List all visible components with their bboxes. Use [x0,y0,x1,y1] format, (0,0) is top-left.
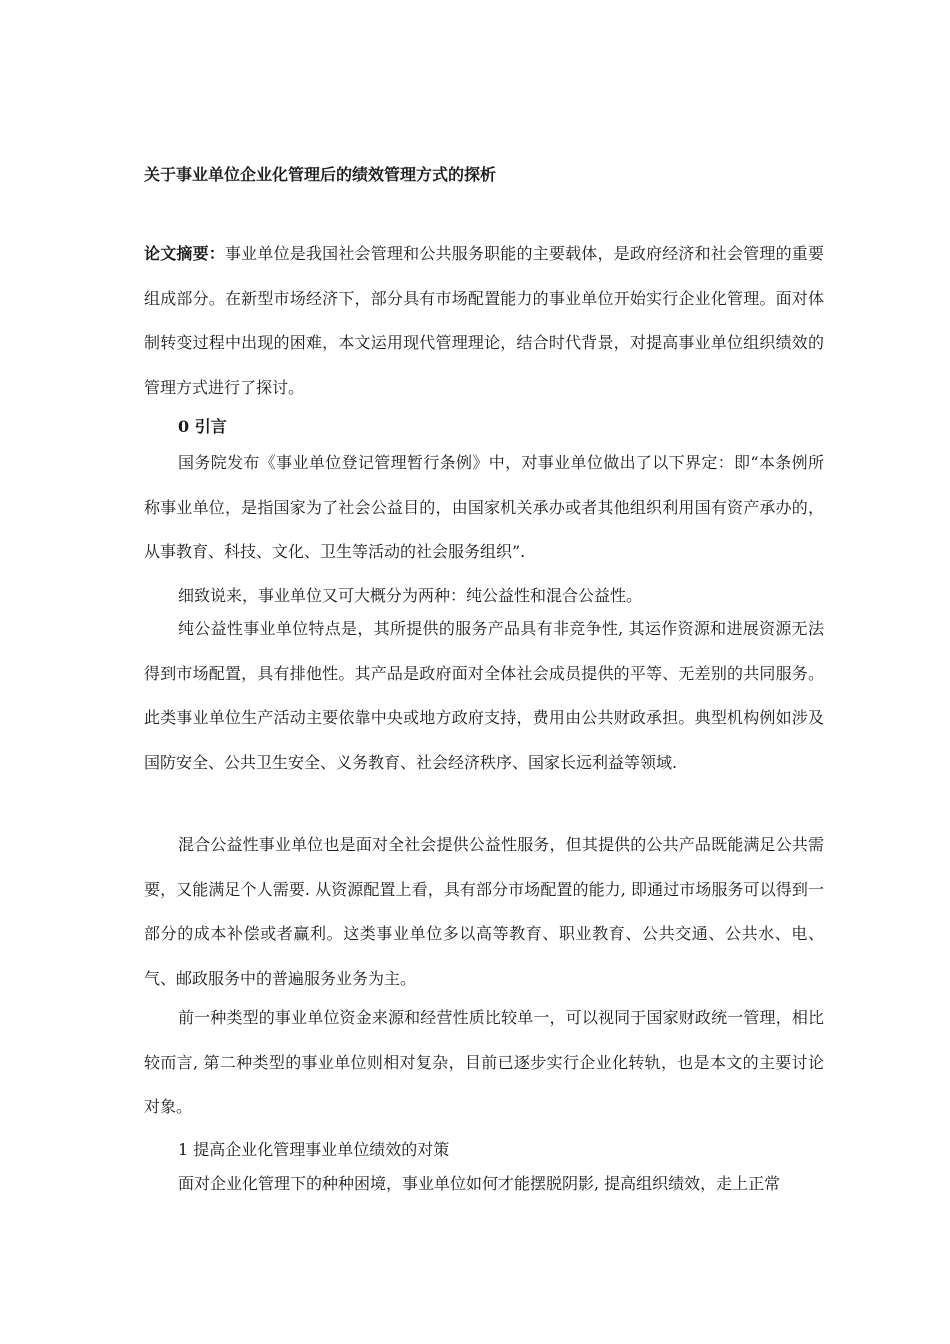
paragraph: 前一种类型的事业单位资金来源和经营性质比较单一，可以视同于国家财政统一管理，相比较而言, 第二种类型的事业单位则相对复杂，目前已逐步实行企业化转轨，也是本文的主要讨论对象。 [144,1008,824,1116]
section-heading-countermeasures: 1 提高企业化管理事业单位绩效的对策 [178,1140,450,1159]
paragraph: 国务院发布《事业单位登记管理暂行条例》中，对事业单位做出了以下界定：即“本条例所称事业单位，是指国家为了社会公益目的，由国家机关承办或者其他组织利用国有资产承办的，从事教育、科技、文化、卫生等活动的社会服务组织”. [144,453,824,561]
paragraph: 纯公益性事业单位特点是，其所提供的服务产品具有非竞争性, 其运作资源和进展资源无法得到市场配置，具有排他性。其产品是政府面对全体社会成员提供的平等、无差别的共同服务。此类事业单位生产活动主要依靠中央或地方政府支持，费用由公共财政承担。典型机构例如涉及国防安全、公共卫生安全、义务教育、社会经济秩序、国家长远利益等领域. [144,619,824,772]
section-heading-introduction: 0 引言 [178,417,227,436]
document-title: 关于事业单位企业化管理后的绩效管理方式的探析 [144,165,497,184]
paragraph: 细致说来，事业单位又可大概分为两种：纯公益性和混合公益性。 [178,586,643,605]
abstract-paragraph [144,232,824,410]
abstract-text: 事业单位是我国社会管理和公共服务职能的主要载体，是政府经济和社会管理的重要组成部分。在新型市场经济下，部分具有市场配置能力的事业单位开始实行企业化管理。面对体制转变过程中出现的困难，本文运用现代管理理论，结合时代背景，对提高事业单位组织绩效的管理方式进行了探讨。 [144,244,824,397]
paragraph: 面对企业化管理下的种种困境，事业单位如何才能摆脱阴影, 提高组织绩效，走上正常 [178,1174,781,1193]
abstract-label: 论文摘要： [144,244,225,263]
paragraph: 混合公益性事业单位也是面对全社会提供公益性服务，但其提供的公共产品既能满足公共需要，又能满足个人需要. 从资源配置上看，具有部分市场配置的能力, 即通过市场服务可以得到一部分的成本补偿或者赢利。这类事业单位多以高等教育、职业教育、公共交通、公共水、电、气、邮政服务中的普遍服务业务为主。 [144,835,824,988]
